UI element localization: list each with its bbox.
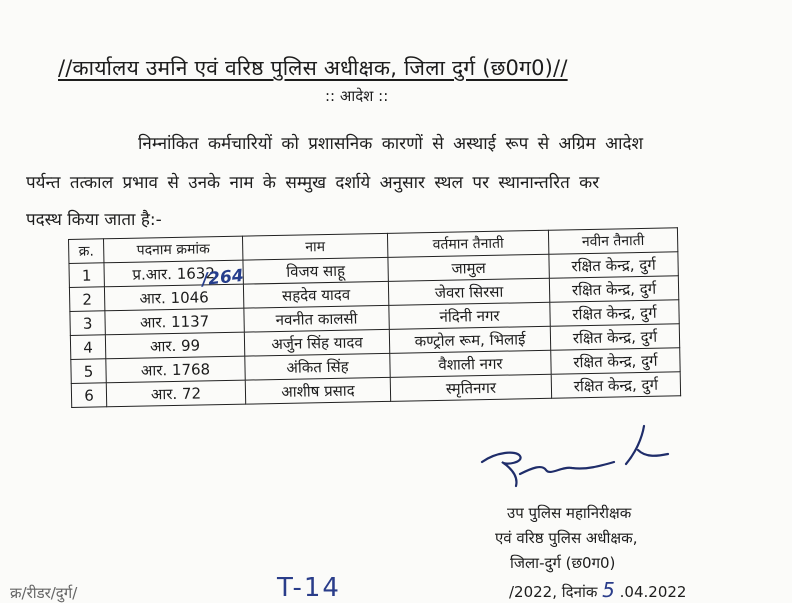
date-day-handwritten: 5 <box>602 578 615 602</box>
transfer-table <box>68 227 681 408</box>
cell-name: सहदेव यादव <box>243 281 388 308</box>
cell-post: आर. 1768 <box>106 356 245 383</box>
body-paragraph-line-2: पर्यन्त तत्काल प्रभाव से उनके नाम के सम्मुख दर्शाये अनुसार स्थल पर स्थानान्तरित कर <box>26 173 600 193</box>
order-label: :: आदेश :: <box>325 87 389 105</box>
cell-current: वैशाली नगर <box>390 350 551 377</box>
cell-post: आर. 99 <box>105 332 244 359</box>
signature-icon <box>476 422 676 494</box>
cell-serial: 1 <box>69 263 104 288</box>
header-new-posting: नवीन तैनाती <box>548 228 677 254</box>
cell-name: नवनीत कालसी <box>244 305 389 332</box>
cell-new: रक्षित केन्द्र, दुर्ग <box>550 300 679 326</box>
body-paragraph-line-1: निम्नांकित कर्मचारियों को प्रशासनिक कारणों से अस्थाई रूप से अग्रिम आदेश <box>138 134 644 154</box>
cell-name: आशीष प्रसाद <box>245 377 390 404</box>
cell-new: रक्षित केन्द्र, दुर्ग <box>551 348 680 374</box>
cell-current: जेवरा सिरसा <box>388 278 549 305</box>
signatory-title: उप पुलिस महानिरीक्षक <box>507 504 632 522</box>
cell-post: आर. 1137 <box>105 308 244 335</box>
cell-serial: 2 <box>69 287 104 312</box>
cell-serial: 5 <box>71 359 106 384</box>
cell-current: नंदिनी नगर <box>389 302 550 329</box>
header-serial: क्र. <box>69 239 104 264</box>
cell-new: रक्षित केन्द्र, दुर्ग <box>549 276 678 302</box>
cell-post: आर. 72 <box>106 380 245 407</box>
cell-new: रक्षित केन्द्र, दुर्ग <box>549 252 678 278</box>
header-current-posting: वर्तमान तैनाती <box>387 230 548 257</box>
signatory-subtitle: एवं वरिष्ठ पुलिस अधीक्षक, <box>495 529 638 547</box>
cell-name: विजय साहू <box>243 257 388 284</box>
cell-new: रक्षित केन्द्र, दुर्ग <box>550 324 679 350</box>
body-paragraph-line-3: पदस्थ किया जाता है:- <box>26 210 162 230</box>
header-post-number: पदनाम क्रमांक <box>104 236 243 263</box>
cell-new: रक्षित केन्द्र, दुर्ग <box>551 372 680 398</box>
cell-current: जामुल <box>388 254 549 281</box>
order-date <box>509 578 686 602</box>
signatory-place: जिला-दुर्ग (छ0ग0) <box>510 554 616 572</box>
handwritten-mark: T-14 <box>277 573 341 603</box>
handwritten-number: /264 <box>201 265 245 291</box>
cell-name: अर्जुन सिंह यादव <box>244 329 389 356</box>
cell-serial: 4 <box>70 335 105 360</box>
cell-post: आर. 1046 <box>104 284 243 311</box>
cell-post: प्र.आर. 1632 <box>104 260 243 287</box>
cell-serial: 6 <box>71 383 106 408</box>
reference-number-fragment: क्र/रीडर/दुर्ग/ <box>10 584 78 602</box>
office-header: //कार्यालय उमनि एवं वरिष्ठ पुलिस अधीक्षक, जिला दुर्ग (छ0ग0)// <box>58 56 568 80</box>
date-prefix: /2022, दिनांक <box>509 583 598 601</box>
header-name: नाम <box>242 233 387 260</box>
cell-current: स्मृतिनगर <box>390 374 551 401</box>
cell-current: कण्ट्रोल रूम, भिलाई <box>389 326 550 353</box>
date-suffix: .04.2022 <box>619 583 687 601</box>
cell-name: अंकित सिंह <box>245 353 390 380</box>
cell-serial: 3 <box>70 311 105 336</box>
